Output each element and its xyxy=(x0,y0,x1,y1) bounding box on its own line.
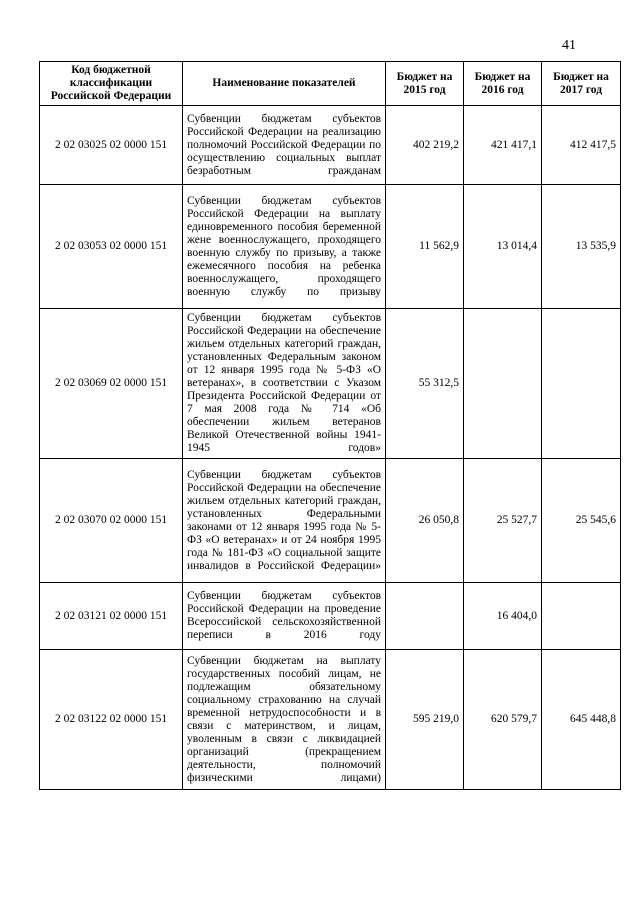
budget-table xyxy=(39,61,621,790)
header-budget-2015: Бюджет на 2015 год xyxy=(386,62,464,106)
row-budget-2017: 13 535,9 xyxy=(542,185,621,309)
table-row xyxy=(40,583,621,650)
table-row xyxy=(40,309,621,459)
row-budget-2016 xyxy=(464,309,542,459)
row-budget-2016: 421 417,1 xyxy=(464,106,542,185)
table-row xyxy=(40,106,621,185)
row-code: 2 02 03025 02 0000 151 xyxy=(40,106,183,185)
header-budget-2016: Бюджет на 2016 год xyxy=(464,62,542,106)
row-budget-2016: 620 579,7 xyxy=(464,650,542,790)
row-name: Субвенции бюджетам субъектов Российской Федерации на обеспечение жильем отдельных категорий граждан, установленных Федеральным законом от 12 января 1995 года № 5-ФЗ «О ветеранах», в соответствии с Указом Президента Российской Федерации от 7 мая 2008 года № 714 «Об обеспечении жильем ветеранов Великой Отечественной войны 1941-1945 годов» xyxy=(183,309,386,459)
row-budget-2016: 16 404,0 xyxy=(464,583,542,650)
row-budget-2015: 55 312,5 xyxy=(386,309,464,459)
row-name: Субвенции бюджетам субъектов Российской Федерации на выплату единовременного пособия беременной жене военнослужащего, проходящего военную службу по призыву, а также ежемесячного пособия на ребенка военнослужащего, проходящего военную службу по призыву xyxy=(183,185,386,309)
row-budget-2015: 26 050,8 xyxy=(386,459,464,583)
row-budget-2015: 595 219,0 xyxy=(386,650,464,790)
header-name: Наименование показателей xyxy=(183,62,386,106)
table-row xyxy=(40,185,621,309)
row-budget-2015: 402 219,2 xyxy=(386,106,464,185)
table-row xyxy=(40,650,621,790)
header-code: Код бюджетной классификации Российской Федерации xyxy=(40,62,183,106)
row-code: 2 02 03070 02 0000 151 xyxy=(40,459,183,583)
table-row xyxy=(40,459,621,583)
row-name: Субвенции бюджетам субъектов Российской Федерации на реализацию полномочий Российской Федерации по осуществлению социальных выплат безработным гражданам xyxy=(183,106,386,185)
table-header-row xyxy=(40,62,621,106)
row-budget-2016: 13 014,4 xyxy=(464,185,542,309)
row-budget-2016: 25 527,7 xyxy=(464,459,542,583)
row-code: 2 02 03069 02 0000 151 xyxy=(40,309,183,459)
row-name: Субвенции бюджетам на выплату государственных пособий лицам, не подлежащим обязательному социальному страхованию на случай временной нетрудоспособности и в связи с материнством, и лицам, уволенным в связи с ликвидацией организаций (прекращением деятельности, полномочий физическими лицами) xyxy=(183,650,386,790)
header-budget-2017: Бюджет на 2017 год xyxy=(542,62,621,106)
row-budget-2015: 11 562,9 xyxy=(386,185,464,309)
row-budget-2017: 25 545,6 xyxy=(542,459,621,583)
row-budget-2017 xyxy=(542,583,621,650)
row-code: 2 02 03122 02 0000 151 xyxy=(40,650,183,790)
row-name: Субвенции бюджетам субъектов Российской Федерации на обеспечение жильем отдельных категорий граждан, установленных Федеральными законами от 12 января 1995 года № 5-ФЗ «О ветеранах» и от 24 ноября 1995 года № 181-ФЗ «О социальной защите инвалидов в Российской Федерации» xyxy=(183,459,386,583)
row-budget-2017 xyxy=(542,309,621,459)
row-code: 2 02 03121 02 0000 151 xyxy=(40,583,183,650)
row-budget-2017: 412 417,5 xyxy=(542,106,621,185)
row-name: Субвенции бюджетам субъектов Российской Федерации на проведение Всероссийской сельскохозяйственной переписи в 2016 году xyxy=(183,583,386,650)
row-budget-2017: 645 448,8 xyxy=(542,650,621,790)
page-number: 41 xyxy=(562,38,576,53)
row-code: 2 02 03053 02 0000 151 xyxy=(40,185,183,309)
row-budget-2015 xyxy=(386,583,464,650)
